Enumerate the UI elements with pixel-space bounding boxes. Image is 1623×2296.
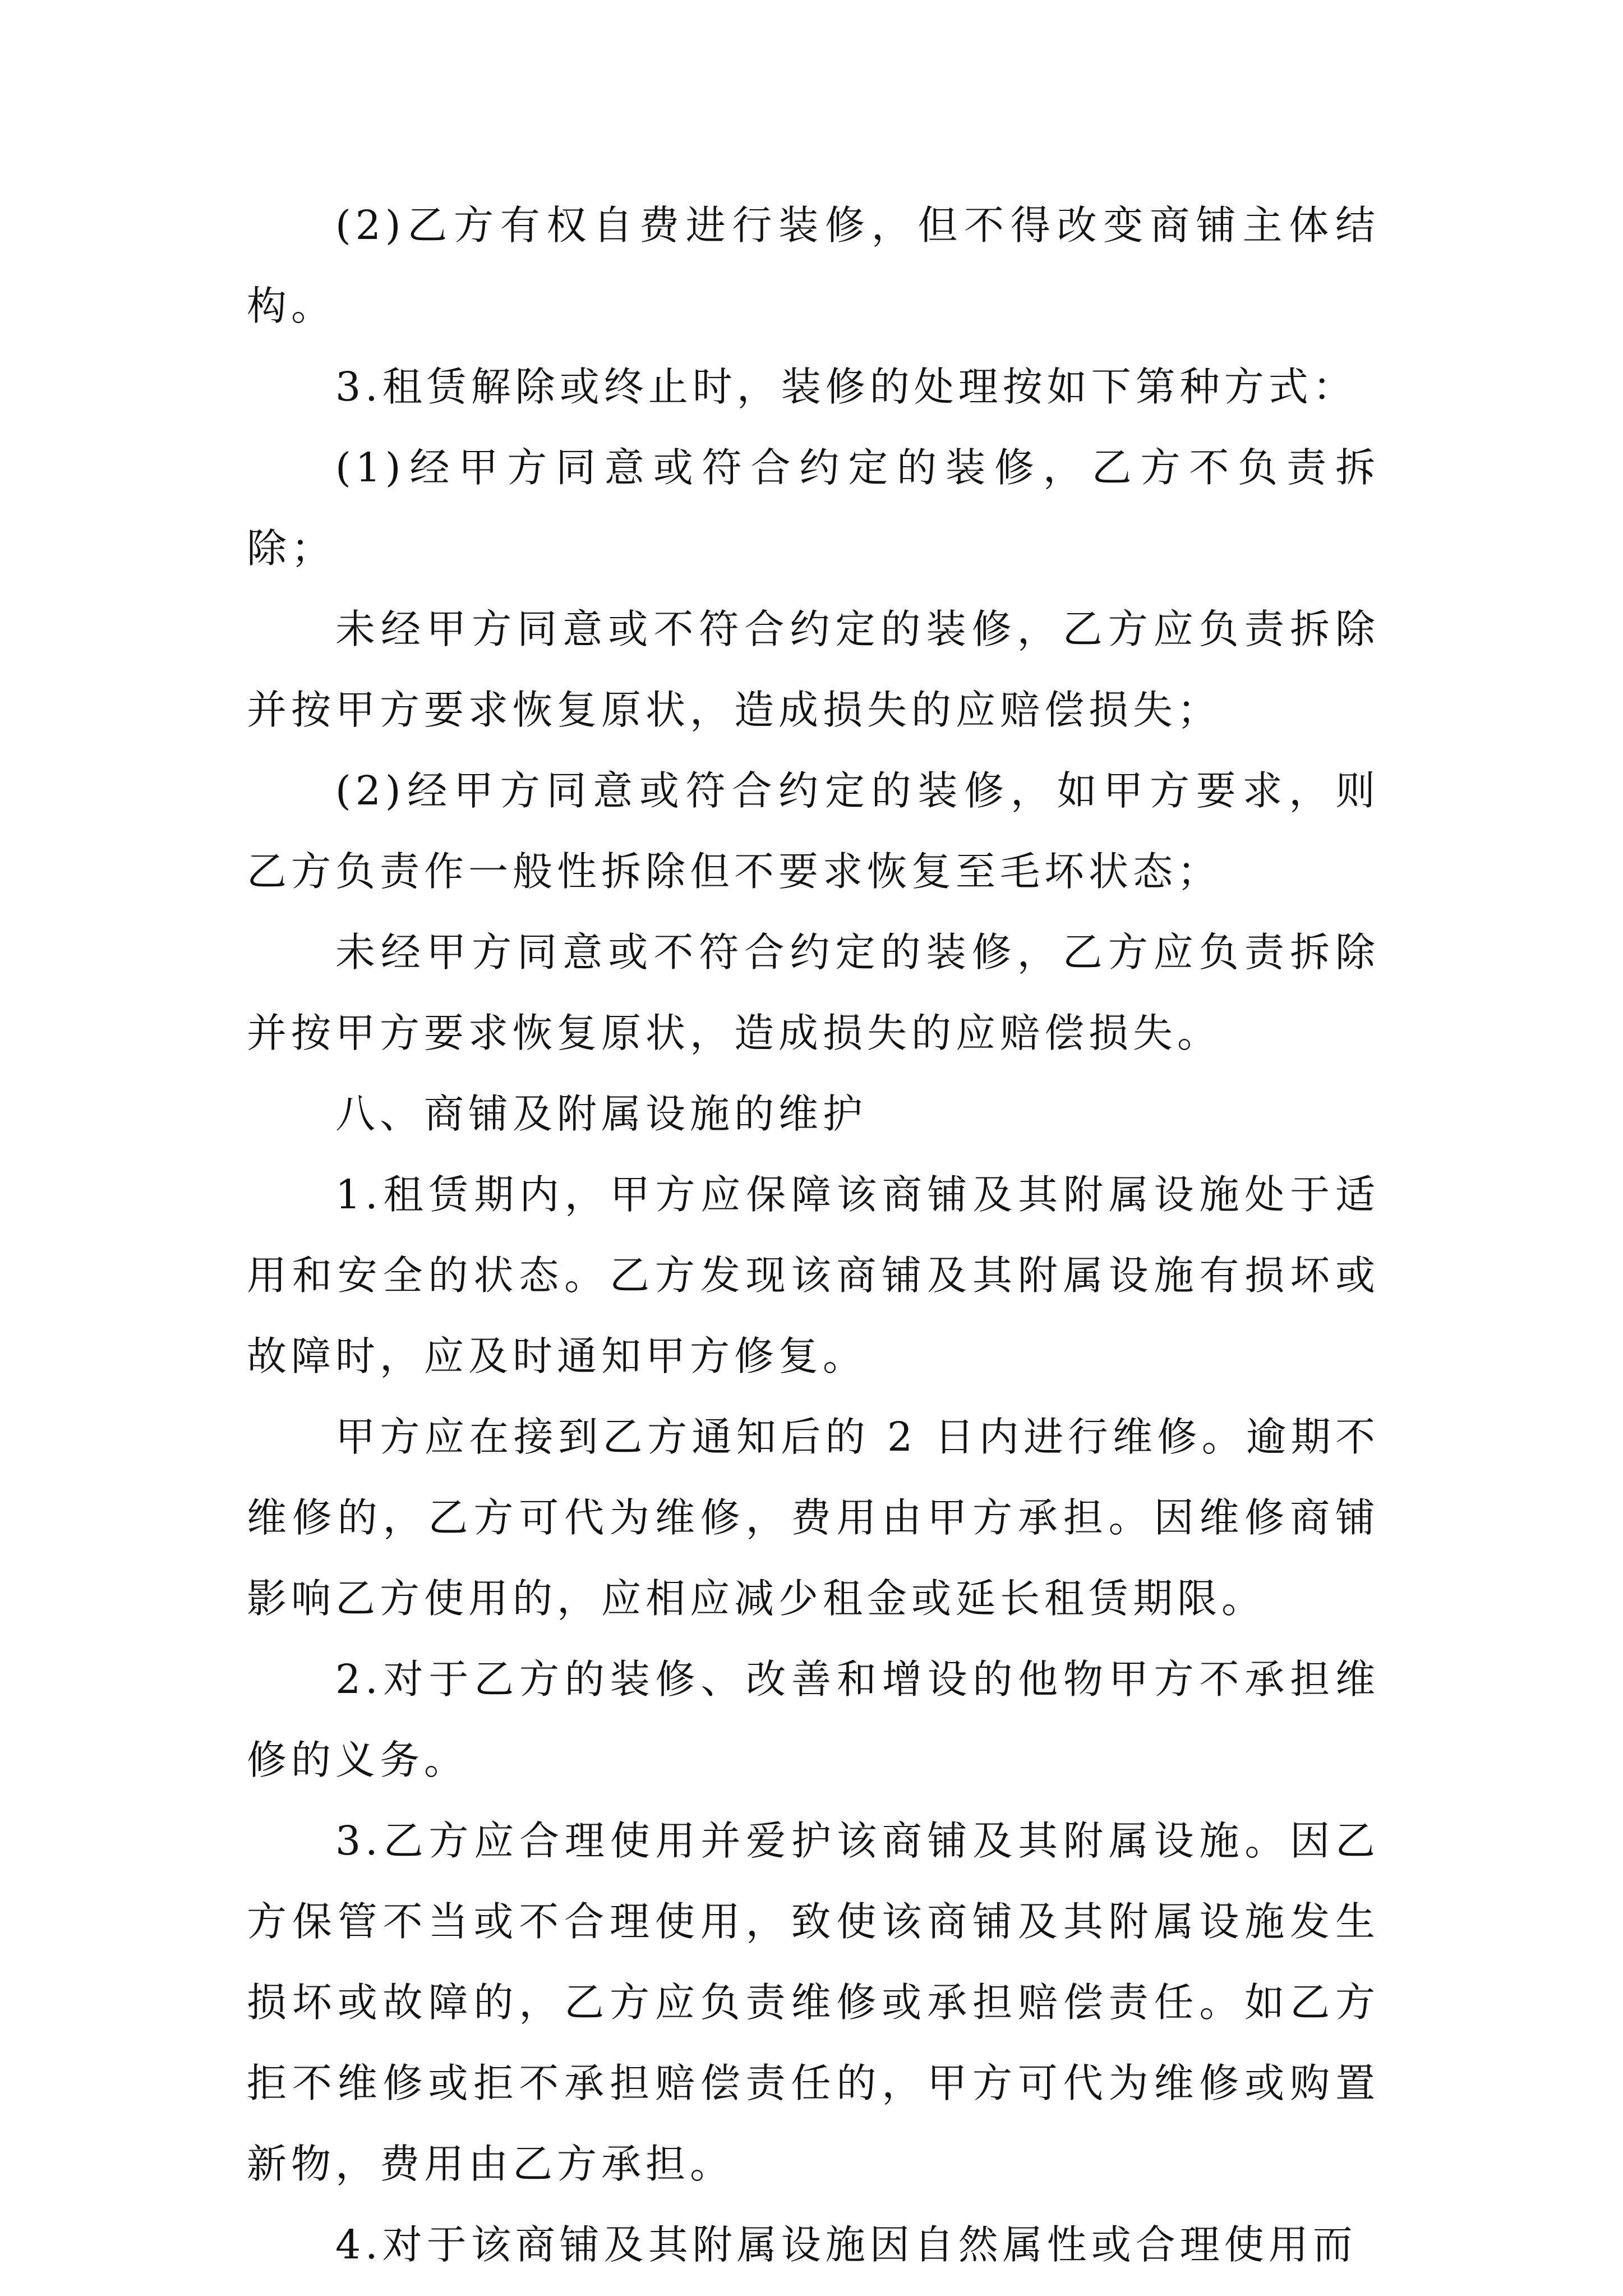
paragraph-option-2: (2)经甲方同意或符合约定的装修，如甲方要求，则乙方负责作一般性拆除但不要求恢复至毛坏状态； bbox=[247, 767, 1380, 895]
paragraph-option-1: (1)经甲方同意或符合约定的装修，乙方不负责拆除； bbox=[247, 444, 1380, 572]
paragraph-maintenance-1: 1.租赁期内，甲方应保障该商铺及其附属设施处于适用和安全的状态。乙方发现该商铺及其附属设施有损坏或故障时，应及时通知甲方修复。 bbox=[247, 1171, 1380, 1379]
paragraph-maintenance-repair-deadline: 甲方应在接到乙方通知后的 2 日内进行维修。逾期不维修的，乙方可代为维修，费用由甲方承担。因维修商铺影响乙方使用的，应相应减少租金或延长租赁期限。 bbox=[247, 1414, 1380, 1622]
paragraph-option-2-unapproved: 未经甲方同意或不符合约定的装修，乙方应负责拆除并按甲方要求恢复原状，造成损失的应赔偿损失。 bbox=[247, 929, 1380, 1056]
paragraph-maintenance-4: 4.对于该商铺及其附属设施因自然属性或合理使用而 bbox=[335, 2221, 1357, 2268]
paragraph-option-1-unapproved: 未经甲方同意或不符合约定的装修，乙方应负责拆除并按甲方要求恢复原状，造成损失的应赔偿损失； bbox=[247, 606, 1380, 733]
section-heading-maintenance: 八、商铺及附属设施的维护 bbox=[335, 1091, 868, 1137]
paragraph-decoration-rights: (2)乙方有权自费进行装修，但不得改变商铺主体结构。 bbox=[247, 202, 1380, 329]
paragraph-maintenance-3: 3.乙方应合理使用并爱护该商铺及其附属设施。因乙方保管不当或不合理使用，致使该商铺及其附属设施发生损坏或故障的，乙方应负责维修或承担赔偿责任。如乙方拒不维修或拒不承担赔偿责任的，甲方可代为维修或购置新物，费用由乙方承担。 bbox=[247, 1818, 1380, 2187]
paragraph-maintenance-2: 2.对于乙方的装修、改善和增设的他物甲方不承担维修的义务。 bbox=[247, 1656, 1380, 1783]
document-body bbox=[247, 185, 1380, 2285]
paragraph-clause-3-heading: 3.租赁解除或终止时，装修的处理按如下第种方式： bbox=[335, 364, 1357, 410]
